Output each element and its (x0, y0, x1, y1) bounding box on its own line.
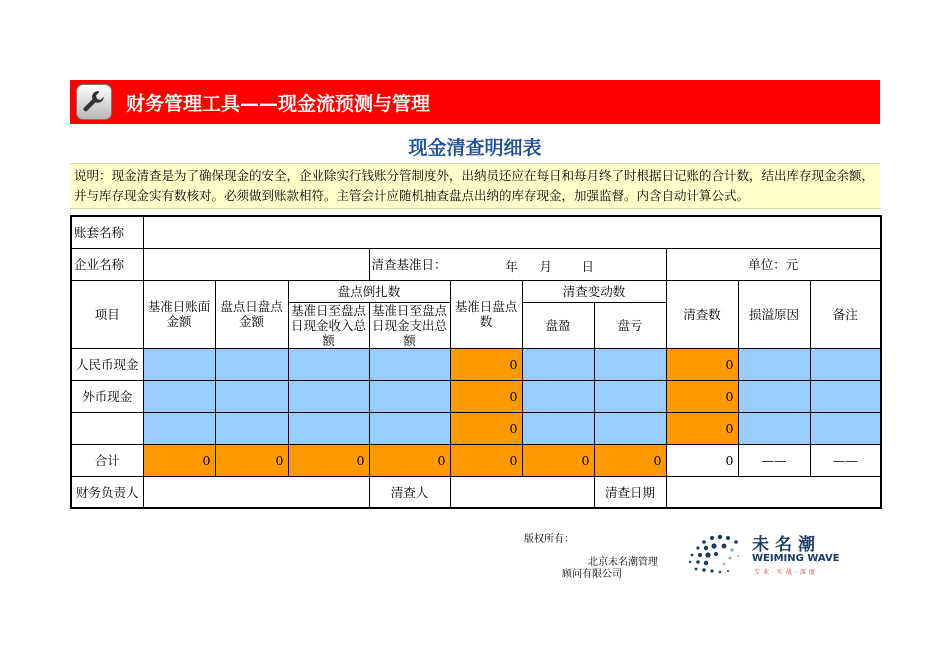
year-label: 年 (505, 258, 519, 274)
total-rollback-out: 0 (369, 444, 450, 476)
checker-input[interactable] (450, 476, 594, 508)
banner-title: 财务管理工具——现金流预测与管理 (126, 93, 431, 115)
total-row (71, 444, 881, 476)
base-count-value: 0 (450, 380, 522, 412)
total-deficit: 0 (594, 444, 666, 476)
base-date-cell[interactable] (369, 248, 666, 280)
total-count-amount: 0 (215, 444, 288, 476)
deficit-input[interactable] (594, 412, 666, 444)
rollback-out-input[interactable] (369, 412, 450, 444)
day-label: 日 (581, 258, 595, 274)
wrench-icon (76, 84, 112, 120)
row-label[interactable] (71, 412, 143, 444)
header-change: 清查变动数 (522, 280, 666, 302)
header-item: 项目 (71, 280, 143, 348)
row-label: 人民币现金 (71, 348, 143, 380)
reason-input[interactable] (738, 412, 810, 444)
logo-tagline: 专业·实战·深度 (754, 569, 818, 576)
company-name-line2: 顾问有限公司 (562, 569, 622, 580)
check-count-value: 0 (666, 412, 738, 444)
finance-lead-label: 财务负责人 (71, 476, 143, 508)
company-name-line1: 北京未名潮管理 (588, 557, 658, 568)
company-label: 企业名称 (71, 248, 143, 280)
reason-input[interactable] (738, 348, 810, 380)
row-label: 外币现金 (71, 380, 143, 412)
base-count-value: 0 (450, 412, 522, 444)
rollback-in-input[interactable] (288, 412, 369, 444)
count-amount-input[interactable] (215, 380, 288, 412)
total-base-balance: 0 (143, 444, 215, 476)
base-count-value: 0 (450, 348, 522, 380)
month-label: 月 (539, 258, 553, 274)
copyright-label: 版权所有： (524, 534, 574, 545)
surplus-input[interactable] (522, 412, 594, 444)
finance-lead-input[interactable] (143, 476, 369, 508)
header-base-balance: 基准日账面金额 (143, 280, 215, 348)
base-date-label: 清查基准日： (371, 257, 447, 272)
wave-logo-icon (682, 528, 748, 580)
cash-check-table (70, 215, 882, 509)
rollback-in-input[interactable] (288, 348, 369, 380)
header-surplus: 盘盈 (522, 302, 594, 348)
count-amount-input[interactable] (215, 348, 288, 380)
header-deficit: 盘亏 (594, 302, 666, 348)
total-rollback-in: 0 (288, 444, 369, 476)
page-title: 现金清查明细表 (408, 137, 542, 159)
remark-input[interactable] (810, 380, 881, 412)
total-base-count: 0 (450, 444, 522, 476)
total-check-count: 0 (666, 444, 738, 476)
total-remark: —— (810, 444, 881, 476)
account-set-label: 账套名称 (71, 216, 143, 248)
count-amount-input[interactable] (215, 412, 288, 444)
header-rollback-in: 基准日至盘点日现金收入总额 (288, 302, 369, 348)
rollback-out-input[interactable] (369, 380, 450, 412)
total-reason: —— (738, 444, 810, 476)
header-banner (70, 80, 880, 124)
header-remark: 备注 (810, 280, 881, 348)
company-logo (682, 528, 840, 580)
reason-input[interactable] (738, 380, 810, 412)
remark-input[interactable] (810, 348, 881, 380)
table-row (71, 412, 881, 444)
check-date-label: 清查日期 (594, 476, 666, 508)
total-surplus: 0 (522, 444, 594, 476)
total-label: 合计 (71, 444, 143, 476)
description-note: 说明：现金清查是为了确保现金的安全，企业除实行钱账分管制度外，出纳员还应在每日和每月终了时根据日记账的合计数，结出库存现金余额，并与库存现金实有数核对。必须做到账款相符。主管会计应随机抽查盘点出纳的库存现金，加强监督。内含自动计算公式。 (70, 163, 880, 209)
check-date-input[interactable] (666, 476, 881, 508)
surplus-input[interactable] (522, 380, 594, 412)
base-balance-input[interactable] (143, 348, 215, 380)
header-rollback: 盘点倒扎数 (288, 280, 450, 302)
base-balance-input[interactable] (143, 380, 215, 412)
rollback-in-input[interactable] (288, 380, 369, 412)
rollback-out-input[interactable] (369, 348, 450, 380)
surplus-input[interactable] (522, 348, 594, 380)
check-count-value: 0 (666, 348, 738, 380)
checker-label: 清查人 (369, 476, 450, 508)
logo-english-name: WEIMING WAVE (752, 553, 840, 564)
remark-input[interactable] (810, 412, 881, 444)
header-base-count: 基准日盘点数 (450, 280, 522, 348)
account-set-input[interactable] (143, 216, 881, 248)
header-count-amount: 盘点日盘点金额 (215, 280, 288, 348)
logo-chinese-name: 未名潮 (752, 535, 821, 555)
check-count-value: 0 (666, 380, 738, 412)
deficit-input[interactable] (594, 348, 666, 380)
base-balance-input[interactable] (143, 412, 215, 444)
table-row (71, 380, 881, 412)
table-row (71, 348, 881, 380)
company-input[interactable] (143, 248, 369, 280)
deficit-input[interactable] (594, 380, 666, 412)
unit-label: 单位：元 (666, 248, 881, 280)
header-reason: 损溢原因 (738, 280, 810, 348)
header-check-count: 清查数 (666, 280, 738, 348)
header-rollback-out: 基准日至盘点日现金支出总额 (369, 302, 450, 348)
